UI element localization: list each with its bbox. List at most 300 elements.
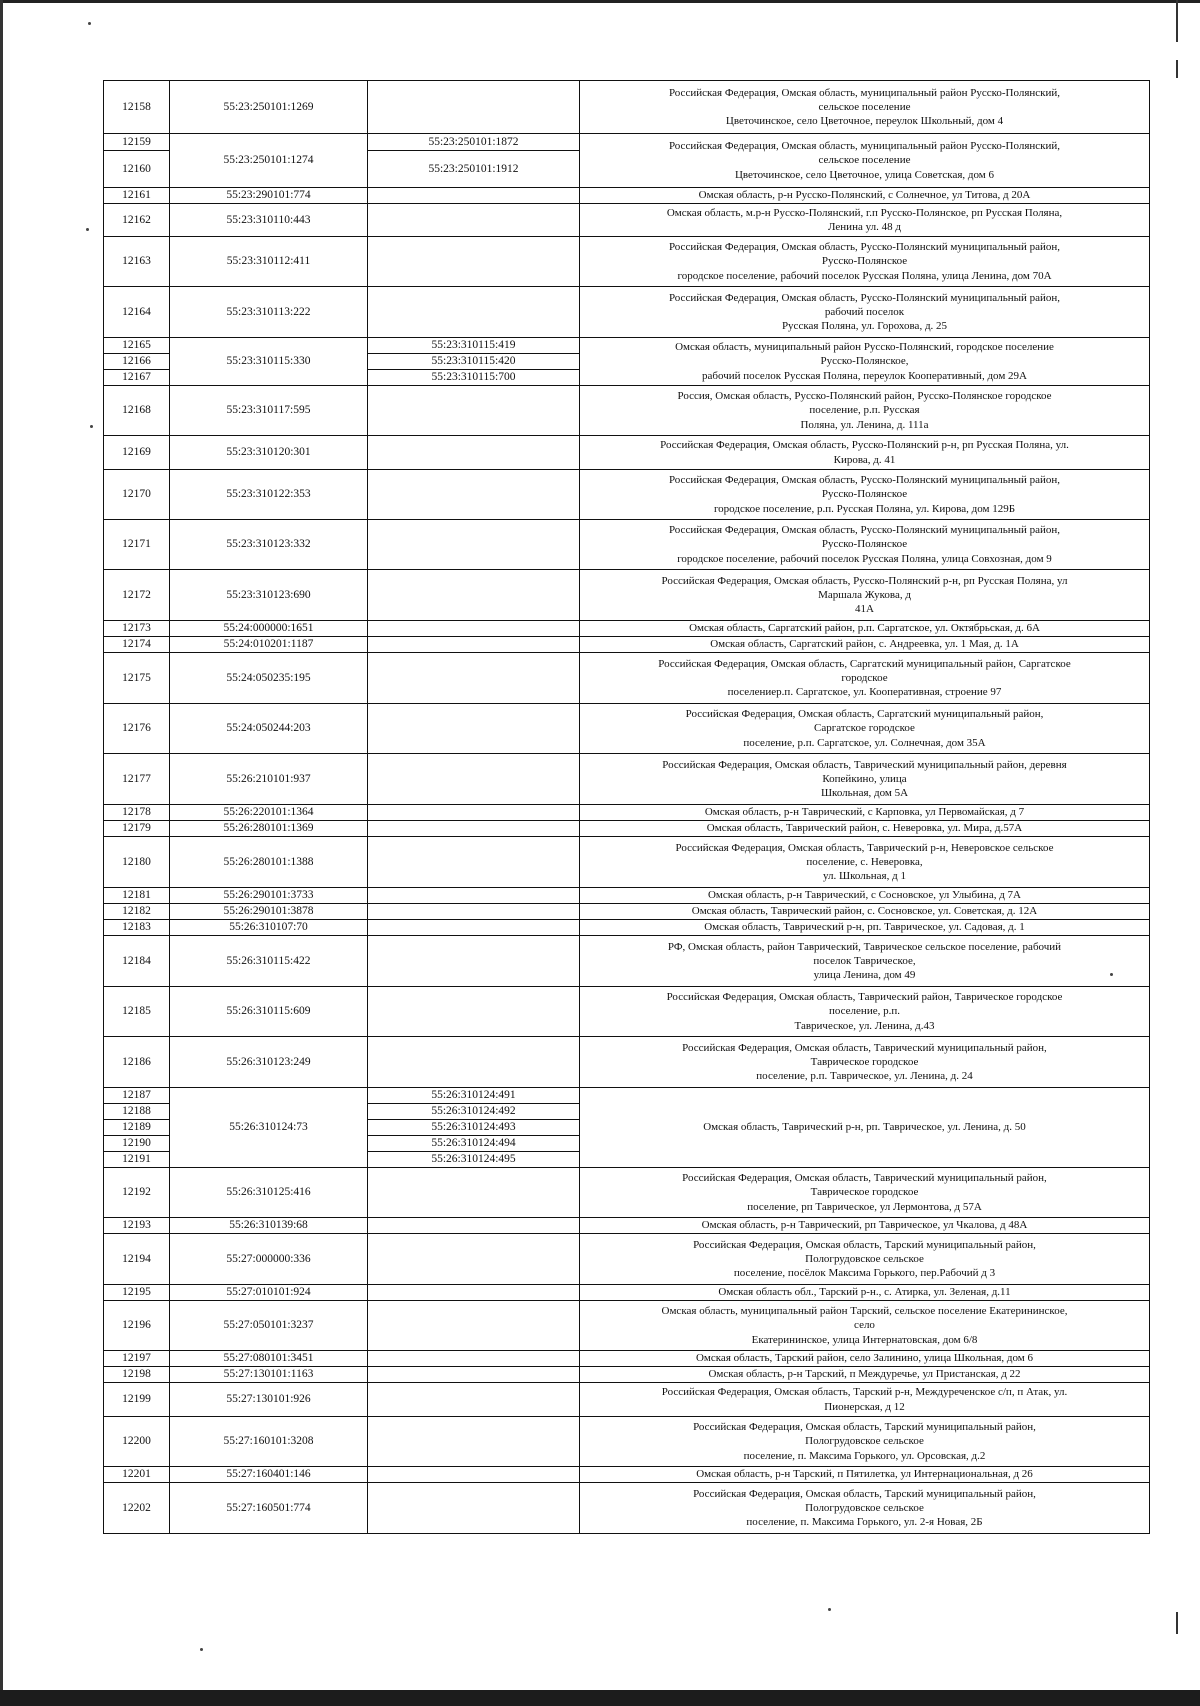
cadastral-number: 55:23:250101:1274: [170, 134, 368, 188]
address-line: Русско-Полянское: [821, 488, 908, 501]
table-row: [104, 888, 1150, 904]
address-line: поселение, рп Таврическое, ул Лермонтова, д 57А: [747, 1200, 982, 1213]
address-line: Поляна, ул. Ленина, д. 111а: [800, 418, 929, 431]
address-cell: [580, 1088, 1150, 1168]
scan-dot: [88, 22, 91, 25]
sub-cadastral-number: 55:26:310124:493: [368, 1120, 580, 1136]
row-number: 12186: [104, 1037, 170, 1088]
address-line: Российская Федерация, Омская область, муниципальный район Русско-Полянский,: [668, 86, 1061, 99]
table-row: [104, 754, 1150, 805]
row-number: 12165: [104, 338, 170, 354]
row-number: 12171: [104, 520, 170, 570]
sub-cadastral-number: [368, 81, 580, 134]
sub-cadastral-number: 55:23:310115:700: [368, 370, 580, 386]
address-line: Омская область, Таврический район, с. Неверовка, ул. Мира, д.57А: [706, 822, 1023, 835]
sub-cadastral-number: 55:26:310124:494: [368, 1136, 580, 1152]
table-row: [104, 637, 1150, 653]
sub-cadastral-number: [368, 1234, 580, 1285]
sub-cadastral-number: [368, 204, 580, 237]
address-line: Омская область, Тарский район, село Залинино, улица Школьная, дом 6: [695, 1352, 1034, 1365]
row-number: 12194: [104, 1234, 170, 1285]
address-line: сельское поселение: [818, 100, 911, 113]
row-number: 12173: [104, 621, 170, 637]
address-line: Российская Федерация, Омская область, Саргатский муниципальный район, Саргатское: [658, 657, 1071, 670]
address-line: Копейкино, улица: [822, 772, 907, 785]
address-line: поселение, п. Максима Горького, ул. Орсовская, д.2: [743, 1449, 986, 1462]
row-number: 12191: [104, 1152, 170, 1168]
sub-cadastral-number: [368, 287, 580, 338]
cadastral-number: 55:23:310110:443: [170, 204, 368, 237]
address-line: Российская Федерация, Омская область, Тарский муниципальный район,: [693, 1238, 1036, 1251]
sub-cadastral-number: [368, 987, 580, 1037]
row-number: 12159: [104, 134, 170, 151]
address-line: Омская область, р-н Таврический, рп Таврическое, ул Чкалова, д 48А: [701, 1219, 1028, 1232]
address-line: Омская область, р-н Таврический, с Сосновское, ул Улыбина, д 7А: [707, 889, 1021, 902]
address-cell: [580, 1234, 1150, 1285]
address-cell: [580, 1351, 1150, 1367]
cadastral-number: 55:26:310115:609: [170, 987, 368, 1037]
address-cell: [580, 436, 1150, 470]
sub-cadastral-number: 55:23:250101:1912: [368, 151, 580, 188]
row-number: 12161: [104, 188, 170, 204]
row-number: 12185: [104, 987, 170, 1037]
sub-cadastral-number: [368, 1037, 580, 1088]
address-line: Омская область, р-н Таврический, с Карповка, ул Первомайская, д 7: [704, 806, 1025, 819]
address-line: Российская Федерация, Омская область, Русско-Полянский р-н, рп Русская Поляна, ул.: [660, 439, 1069, 452]
table-row: [104, 1483, 1150, 1534]
address-line: Россия, Омская область, Русско-Полянский район, Русско-Полянское городское: [677, 390, 1052, 403]
sub-cadastral-number: [368, 704, 580, 754]
sub-cadastral-number: [368, 1383, 580, 1417]
cadastral-number: 55:23:290101:774: [170, 188, 368, 204]
cadastral-number: 55:24:050244:203: [170, 704, 368, 754]
address-line: Омская область, м.р-н Русско-Полянский, г.п Русско-Полянское, рп Русская Поляна,: [666, 206, 1063, 219]
sub-cadastral-number: [368, 1367, 580, 1383]
address-cell: [580, 805, 1150, 821]
cadastral-number: 55:23:310115:330: [170, 338, 368, 386]
sub-cadastral-number: 55:26:310124:491: [368, 1088, 580, 1104]
cadastral-number: 55:26:310115:422: [170, 936, 368, 987]
table-row: [104, 1285, 1150, 1301]
table-row: [104, 81, 1150, 134]
sub-cadastral-number: [368, 653, 580, 704]
table-row: [104, 936, 1150, 987]
cadastral-number: 55:23:310120:301: [170, 436, 368, 470]
page-bottom-band: [0, 1690, 1200, 1706]
address-line: Кирова, д. 41: [833, 453, 896, 466]
cadastral-number: 55:26:310124:73: [170, 1088, 368, 1168]
sub-cadastral-number: [368, 754, 580, 805]
registry-body: [104, 81, 1150, 1534]
sub-cadastral-number: 55:26:310124:492: [368, 1104, 580, 1120]
row-number: 12188: [104, 1104, 170, 1120]
cadastral-number: 55:26:310139:68: [170, 1218, 368, 1234]
address-line: Омская область, Таврический район, с. Сосновское, ул. Советская, д. 12А: [691, 905, 1038, 918]
sub-cadastral-number: 55:26:310124:495: [368, 1152, 580, 1168]
address-cell: [580, 1218, 1150, 1234]
row-number: 12189: [104, 1120, 170, 1136]
table-row: [104, 386, 1150, 436]
address-cell: [580, 134, 1150, 188]
address-line: Маршала Жукова, д: [818, 588, 911, 601]
address-cell: [580, 1285, 1150, 1301]
sub-cadastral-number: [368, 1351, 580, 1367]
row-number: 12162: [104, 204, 170, 237]
scan-dot: [828, 1608, 831, 1611]
address-cell: [580, 188, 1150, 204]
address-line: Российская Федерация, Омская область, Русско-Полянский муниципальный район,: [668, 474, 1061, 487]
table-row: [104, 653, 1150, 704]
sub-cadastral-number: [368, 1285, 580, 1301]
address-cell: [580, 904, 1150, 920]
row-number: 12187: [104, 1088, 170, 1104]
address-line: Цветочинское, село Цветочное, переулок Школьный, дом 4: [725, 115, 1004, 128]
table-row: [104, 1383, 1150, 1417]
address-cell: [580, 1417, 1150, 1467]
page-left-border: [0, 0, 3, 1706]
table-row: [104, 470, 1150, 520]
table-row: [104, 338, 1150, 354]
row-number: 12172: [104, 570, 170, 621]
table-row: [104, 520, 1150, 570]
row-number: 12167: [104, 370, 170, 386]
row-number: 12199: [104, 1383, 170, 1417]
row-number: 12175: [104, 653, 170, 704]
row-number: 12198: [104, 1367, 170, 1383]
address-cell: [580, 287, 1150, 338]
address-line: городское поселение, рабочий поселок Русская Поляна, улица Совхозная, дом 9: [677, 552, 1052, 565]
address-line: Омская область, муниципальный район Тарский, сельское поселение Екатерининское,: [661, 1305, 1068, 1318]
address-cell: [580, 821, 1150, 837]
address-cell: [580, 637, 1150, 653]
scan-dot: [90, 425, 93, 428]
address-line: Российская Федерация, Омская область, Таврический муниципальный район, деревня: [662, 758, 1067, 771]
row-number: 12195: [104, 1285, 170, 1301]
sub-cadastral-number: 55:23:250101:1872: [368, 134, 580, 151]
address-cell: [580, 704, 1150, 754]
cadastral-number: 55:27:130101:1163: [170, 1367, 368, 1383]
cadastral-number: 55:27:160501:774: [170, 1483, 368, 1534]
address-line: Пологрудовское сельское: [805, 1435, 924, 1448]
address-line: Таврическое городское: [810, 1055, 919, 1068]
address-cell: [580, 520, 1150, 570]
row-number: 12201: [104, 1467, 170, 1483]
table-row: [104, 1467, 1150, 1483]
address-line: Российская Федерация, Омская область, Тарский р-н, Междуреченское с/п, п Атак, ул.: [661, 1386, 1068, 1399]
table-row: [104, 570, 1150, 621]
address-cell: [580, 386, 1150, 436]
table-row: [104, 1037, 1150, 1088]
address-line: Омская область, Саргатский район, с. Андреевка, ул. 1 Мая, д. 1А: [710, 638, 1019, 651]
cadastral-number: 55:23:310112:411: [170, 237, 368, 287]
row-number: 12200: [104, 1417, 170, 1467]
row-number: 12193: [104, 1218, 170, 1234]
cadastral-number: 55:26:280101:1369: [170, 821, 368, 837]
row-number: 12181: [104, 888, 170, 904]
row-number: 12197: [104, 1351, 170, 1367]
sub-cadastral-number: [368, 570, 580, 621]
address-line: рабочий поселок: [824, 305, 905, 318]
address-cell: [580, 570, 1150, 621]
row-number: 12169: [104, 436, 170, 470]
sub-cadastral-number: [368, 805, 580, 821]
address-line: городское поселение, рабочий поселок Русская Поляна, улица Ленина, дом 70А: [677, 269, 1052, 282]
address-line: поселениер.п. Саргатское, ул. Кооперативная, строение 97: [727, 686, 1002, 699]
table-row: [104, 436, 1150, 470]
address-line: Таврическое, ул. Ленина, д.43: [794, 1019, 935, 1032]
table-row: [104, 188, 1150, 204]
address-line: улица Ленина, дом 49: [813, 969, 916, 982]
cadastral-number: 55:23:250101:1269: [170, 81, 368, 134]
table-row: [104, 1218, 1150, 1234]
address-cell: [580, 837, 1150, 888]
address-cell: [580, 1301, 1150, 1351]
table-row: [104, 987, 1150, 1037]
address-line: городское: [841, 671, 888, 684]
cadastral-number: 55:27:130101:926: [170, 1383, 368, 1417]
table-row: [104, 837, 1150, 888]
address-line: село: [854, 1319, 875, 1332]
address-cell: [580, 987, 1150, 1037]
address-line: Ленина ул. 48 д: [828, 221, 901, 233]
cadastral-number: 55:27:000000:336: [170, 1234, 368, 1285]
row-number: 12183: [104, 920, 170, 936]
cadastral-number: 55:23:310117:595: [170, 386, 368, 436]
sub-cadastral-number: [368, 637, 580, 653]
address-cell: [580, 1483, 1150, 1534]
sub-cadastral-number: 55:23:310115:419: [368, 338, 580, 354]
table-row: [104, 805, 1150, 821]
address-line: Российская Федерация, Омская область, Таврический район, Таврическое городское: [666, 991, 1063, 1004]
address-line: Российская Федерация, Омская область, Тарский муниципальный район,: [693, 1487, 1036, 1500]
row-number: 12184: [104, 936, 170, 987]
address-line: РФ, Омская область, район Таврический, Таврическое сельское поселение, рабочий: [667, 940, 1062, 953]
table-row: [104, 1351, 1150, 1367]
address-line: Русско-Полянское,: [820, 355, 909, 368]
address-line: Российская Федерация, Омская область, Русско-Полянский р-н, рп Русская Поляна, ул: [661, 574, 1068, 587]
address-line: поселок Таврическое,: [813, 954, 916, 967]
table-row: [104, 287, 1150, 338]
address-cell: [580, 888, 1150, 904]
row-number: 12166: [104, 354, 170, 370]
sub-cadastral-number: [368, 386, 580, 436]
table-row: [104, 237, 1150, 287]
address-line: Омская область, р-н Тарский, п Пятилетка, ул Интернациональная, д 26: [696, 1468, 1033, 1481]
sub-cadastral-number: [368, 1417, 580, 1467]
address-line: Школьная, дом 5А: [820, 787, 909, 800]
sub-cadastral-number: [368, 1168, 580, 1218]
cadastral-number: 55:23:310122:353: [170, 470, 368, 520]
scan-dot: [200, 1648, 203, 1651]
cadastral-number: 55:26:290101:3733: [170, 888, 368, 904]
address-cell: [580, 338, 1150, 386]
address-cell: [580, 1168, 1150, 1218]
address-line: сельское поселение: [818, 154, 911, 167]
address-line: Российская Федерация, Омская область, Русско-Полянский муниципальный район,: [668, 291, 1061, 304]
address-line: поселение, посёлок Максима Горького, пер.Рабочий д 3: [733, 1267, 996, 1280]
table-row: [104, 920, 1150, 936]
address-line: Российская Федерация, Омская область, Тарский муниципальный район,: [693, 1421, 1036, 1434]
scan-artifact-right-top: [1176, 0, 1178, 42]
address-line: Омская область, муниципальный район Русско-Полянский, городское поселение: [675, 341, 1054, 354]
table-row: [104, 204, 1150, 237]
cadastral-number: 55:26:290101:3878: [170, 904, 368, 920]
table-row: [104, 1301, 1150, 1351]
row-number: 12160: [104, 151, 170, 188]
scan-artifact-right-mid: [1176, 60, 1178, 78]
sub-cadastral-number: [368, 920, 580, 936]
address-line: Омская область, р-н Тарский, п Междуречье, ул Пристанская, д 22: [708, 1368, 1021, 1381]
row-number: 12180: [104, 837, 170, 888]
table-row: [104, 1417, 1150, 1467]
address-cell: [580, 81, 1150, 134]
address-cell: [580, 754, 1150, 805]
address-line: поселение, р.п. Русская: [809, 404, 920, 417]
cadastral-number: 55:23:310123:690: [170, 570, 368, 621]
cadastral-number: 55:26:280101:1388: [170, 837, 368, 888]
row-number: 12202: [104, 1483, 170, 1534]
sub-cadastral-number: [368, 888, 580, 904]
table-row: [104, 1367, 1150, 1383]
address-line: ул. Школьная, д 1: [823, 870, 906, 883]
sub-cadastral-number: [368, 436, 580, 470]
cadastral-number: 55:27:010101:924: [170, 1285, 368, 1301]
scan-artifact-right-bottom: [1176, 1612, 1178, 1634]
table-row: [104, 1088, 1150, 1104]
address-line: Русско-Полянское: [821, 538, 908, 551]
table-row: [104, 1168, 1150, 1218]
cadastral-number: 55:27:160101:3208: [170, 1417, 368, 1467]
address-cell: [580, 621, 1150, 637]
address-line: рабочий поселок Русская Поляна, переулок Кооперативный, дом 29А: [702, 369, 1027, 382]
sub-cadastral-number: [368, 237, 580, 287]
address-line: Пологрудовское сельское: [805, 1252, 924, 1265]
row-number: 12182: [104, 904, 170, 920]
address-line: Екатерининское, улица Интернатовская, дом 6/8: [751, 1333, 978, 1346]
address-line: Омская область обл., Тарский р-н., с. Атирка, ул. Зеленая, д.11: [718, 1286, 1011, 1299]
table-row: [104, 704, 1150, 754]
address-line: поселение, р.п. Таврическое, ул. Ленина, д. 24: [756, 1070, 973, 1083]
sub-cadastral-number: [368, 520, 580, 570]
address-line: Российская Федерация, Омская область, Русско-Полянский муниципальный район,: [668, 524, 1061, 537]
address-line: городское поселение, р.п. Русская Поляна, ул. Кирова, дом 129Б: [713, 502, 1016, 515]
address-line: Цветочинское, село Цветочное, улица Советская, дом 6: [734, 168, 995, 181]
sub-cadastral-number: [368, 936, 580, 987]
row-number: 12177: [104, 754, 170, 805]
sub-cadastral-number: [368, 1218, 580, 1234]
address-cell: [580, 1383, 1150, 1417]
page-top-border: [0, 0, 1200, 3]
row-number: 12170: [104, 470, 170, 520]
address-cell: [580, 204, 1150, 237]
address-line: Российская Федерация, Омская область, Русско-Полянский муниципальный район,: [668, 241, 1061, 254]
sub-cadastral-number: [368, 621, 580, 637]
address-line: Омская область, Таврический р-н, рп. Таврическое, ул. Садовая, д. 1: [704, 921, 1025, 934]
row-number: 12163: [104, 237, 170, 287]
cadastral-number: 55:26:310125:416: [170, 1168, 368, 1218]
address-cell: [580, 470, 1150, 520]
address-cell: [580, 1367, 1150, 1383]
address-line: Русская Поляна, ул. Горохова, д. 25: [781, 320, 948, 333]
address-line: поселение, п. Максима Горького, ул. 2-я Новая, 2Б: [746, 1516, 983, 1529]
row-number: 12192: [104, 1168, 170, 1218]
address-line: Российская Федерация, Омская область, Таврический муниципальный район,: [682, 1172, 1047, 1185]
row-number: 12196: [104, 1301, 170, 1351]
cadastral-number: 55:24:050235:195: [170, 653, 368, 704]
sub-cadastral-number: 55:23:310115:420: [368, 354, 580, 370]
address-line: поселение, р.п. Саргатское, ул. Солнечная, дом 35А: [743, 736, 986, 749]
address-cell: [580, 237, 1150, 287]
address-line: Омская область, Саргатский район, р.п. Саргатское, ул. Октябрьская, д. 6А: [689, 622, 1040, 635]
sub-cadastral-number: [368, 1483, 580, 1534]
cadastral-number: 55:26:220101:1364: [170, 805, 368, 821]
address-cell: [580, 920, 1150, 936]
address-line: Пологрудовское сельское: [805, 1501, 924, 1514]
sub-cadastral-number: [368, 1467, 580, 1483]
cadastral-number: 55:23:310123:332: [170, 520, 368, 570]
cadastral-number: 55:27:080101:3451: [170, 1351, 368, 1367]
sub-cadastral-number: [368, 837, 580, 888]
row-number: 12164: [104, 287, 170, 338]
sub-cadastral-number: [368, 1301, 580, 1351]
address-line: поселение, р.п.: [829, 1005, 900, 1018]
address-cell: [580, 1467, 1150, 1483]
row-number: 12176: [104, 704, 170, 754]
address-line: Таврическое городское: [810, 1186, 919, 1199]
row-number: 12190: [104, 1136, 170, 1152]
address-line: Российская Федерация, Омская область, Таврический р-н, Неверовское сельское: [675, 841, 1054, 854]
address-line: Российская Федерация, Омская область, Таврический муниципальный район,: [682, 1041, 1047, 1054]
cadastral-number: 55:24:000000:1651: [170, 621, 368, 637]
cadastral-number: 55:27:160401:146: [170, 1467, 368, 1483]
address-line: поселение, с. Неверовка,: [806, 855, 923, 868]
address-cell: [580, 936, 1150, 987]
cadastral-number: 55:24:010201:1187: [170, 637, 368, 653]
address-line: Российская Федерация, Омская область, Саргатский муниципальный район,: [685, 708, 1044, 721]
row-number: 12158: [104, 81, 170, 134]
address-line: Российская Федерация, Омская область, муниципальный район Русско-Полянский,: [668, 140, 1061, 153]
cadastral-number: 55:23:310113:222: [170, 287, 368, 338]
address-cell: [580, 653, 1150, 704]
address-cell: [580, 1037, 1150, 1088]
cadastral-number: 55:27:050101:3237: [170, 1301, 368, 1351]
row-number: 12174: [104, 637, 170, 653]
sub-cadastral-number: [368, 188, 580, 204]
scan-dot: [86, 228, 89, 231]
table-row: [104, 621, 1150, 637]
sub-cadastral-number: [368, 904, 580, 920]
address-line: Омская область, Таврический р-н, рп. Таврическое, ул. Ленина, д. 50: [703, 1121, 1026, 1134]
row-number: 12179: [104, 821, 170, 837]
property-registry-table: [103, 80, 1150, 1534]
table-row: [104, 134, 1150, 151]
sub-cadastral-number: [368, 821, 580, 837]
cadastral-number: 55:26:310107:70: [170, 920, 368, 936]
address-line: Саргатское городское: [814, 722, 915, 735]
table-row: [104, 904, 1150, 920]
address-line: Омская область, р-н Русско-Полянский, с Солнечное, ул Титова, д 20А: [698, 189, 1031, 202]
sub-cadastral-number: [368, 470, 580, 520]
address-line: Русско-Полянское: [821, 255, 908, 268]
cadastral-number: 55:26:310123:249: [170, 1037, 368, 1088]
table-row: [104, 821, 1150, 837]
cadastral-number: 55:26:210101:937: [170, 754, 368, 805]
address-line: Пионерская, д 12: [824, 1400, 905, 1413]
address-line: 41А: [855, 603, 874, 616]
table-row: [104, 1234, 1150, 1285]
row-number: 12178: [104, 805, 170, 821]
row-number: 12168: [104, 386, 170, 436]
